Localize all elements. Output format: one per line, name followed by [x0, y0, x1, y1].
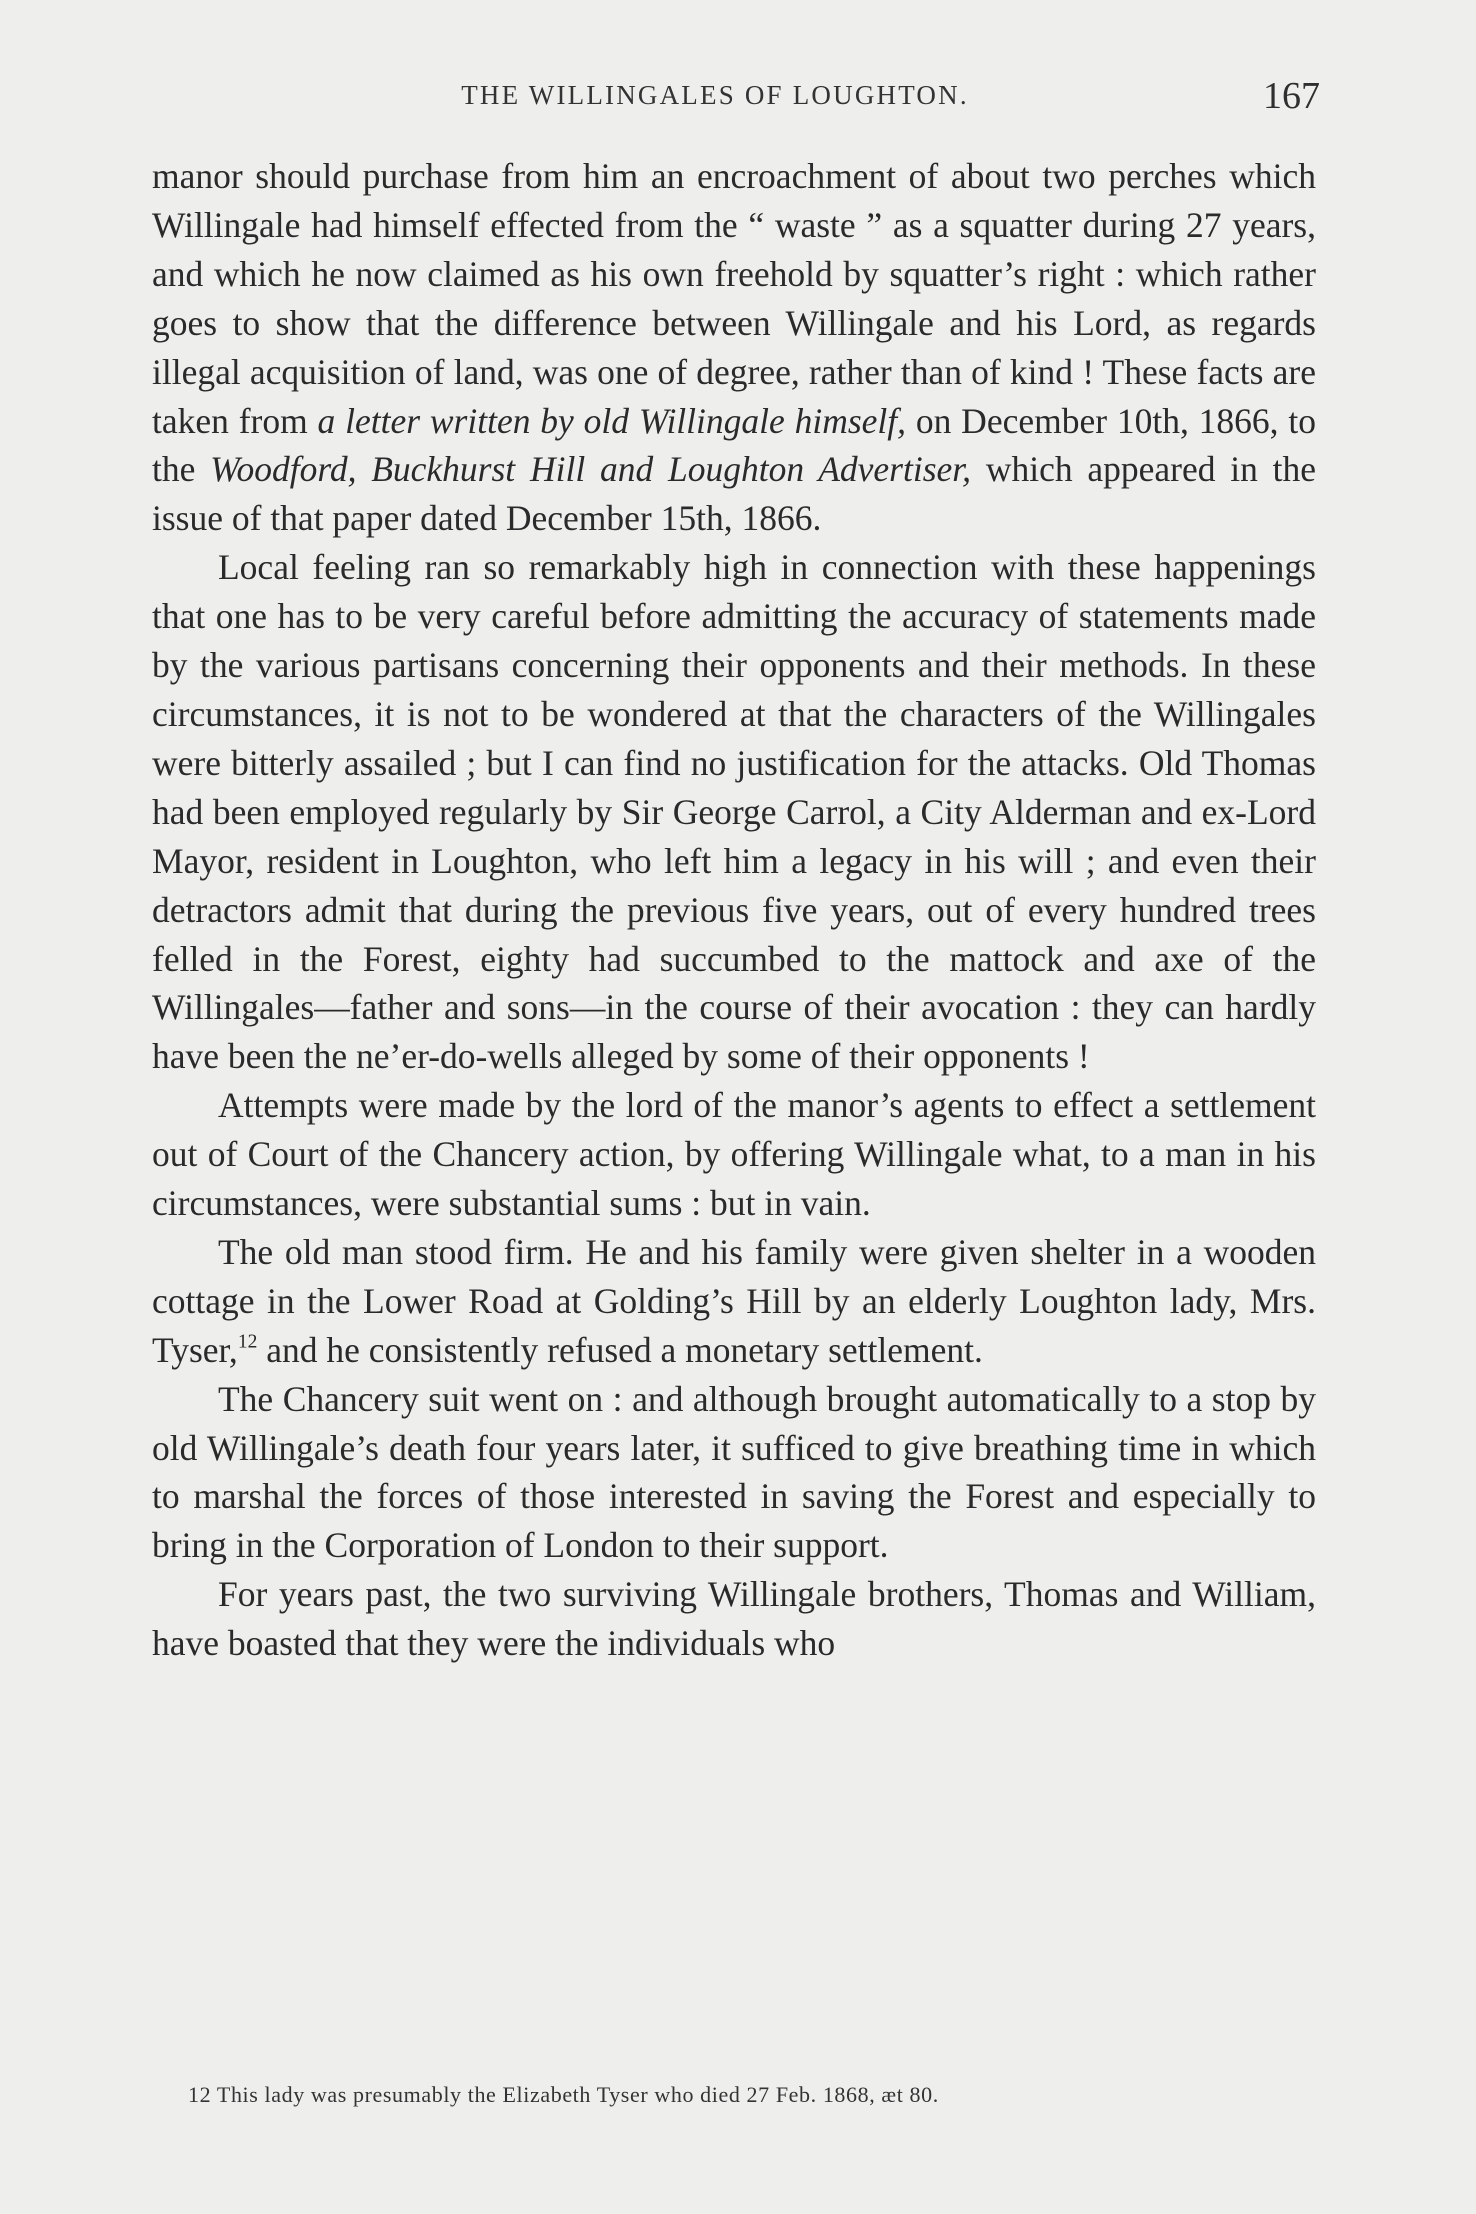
text-segment: Local feeling ran so remarkably high in connection with these happenings that one has to be very careful before admitting the accuracy of statements made by the various partisans concerning their opponents and their methods. In these circumstances, it is not to be wondered at that the characters of the Willingales were bitterly assailed ; but I can find no justification for the attacks. Old Thomas had been employed regularly by Sir George Carrol, a City Alderman and ex-Lord Mayor, resident in Loughton, who left him a legacy in his will ; and even their detractors admit that during the previous five years, out of every hundred trees felled in the Forest, eighty had succumbed to the mattock and axe of the Willingales—father and sons—in the course of their avocation : they can hardly have been the ne’er-do-wells alleged by some of their opponents !: [152, 547, 1316, 1077]
italic-text: Woodford, Buckhurst Hill and Loughton Advertiser,: [210, 449, 972, 490]
paragraph: [152, 1570, 1316, 1668]
text-segment: Attempts were made by the lord of the manor’s agents to effect a settlement out of Court of the Chancery action, by offering Willingale what, to a man in his circumstances, were substantial sums : but in vain.: [152, 1085, 1316, 1224]
running-head: THE WILLINGALES OF LOUGHTON.: [461, 80, 969, 110]
text-segment: For years past, the two surviving Willingale brothers, Thomas and William, have boasted that they were the individuals who: [152, 1574, 1316, 1664]
page-number: 167: [1263, 75, 1320, 117]
text-segment: on December 10th, 1866, to the: [152, 400, 1316, 490]
text-segment: which appeared in the issue of that paper dated December 15th, 1866.: [152, 449, 1316, 539]
body-text: [152, 152, 1316, 1668]
text-segment: The Chancery suit went on : and although brought automatically to a stop by old Willingale’s death four years later, it sufficed to give breathing time in which to marshal the forces of those interested in saving the Forest and especially to bring in the Corporation of London to their support.: [152, 1378, 1316, 1566]
paragraph: [152, 1228, 1316, 1375]
footnote: 12 This lady was presumably the Elizabeth Tyser who died 27 Feb. 1868, æt 80.: [188, 2082, 939, 2107]
paragraph: [152, 1375, 1316, 1571]
text-segment: The old man stood firm. He and his family were given shelter in a wooden cottage in the Lower Road at Golding’s Hill by an elderly Loughton lady, Mrs. Tyser,: [152, 1231, 1316, 1370]
paragraph: [152, 543, 1316, 1081]
paragraph: [152, 1081, 1316, 1228]
page-header: [150, 75, 1320, 128]
footnote-ref: 12: [237, 1331, 258, 1353]
text-segment: manor should purchase from him an encroachment of about two perches which Willingale had himself effected from the “ waste ” as a squatter during 27 years, and which he now claimed as his own freehold by squatter’s right : which rather goes to show that the difference between Willingale and his Lord, as regards illegal acquisition of land, was one of degree, rather than of kind ! These facts are taken from: [152, 156, 1316, 441]
text-segment: and he consistently refused a monetary settlement.: [257, 1329, 983, 1370]
paragraph: [152, 152, 1316, 543]
italic-text: a letter written by old Willingale himself,: [317, 400, 907, 441]
